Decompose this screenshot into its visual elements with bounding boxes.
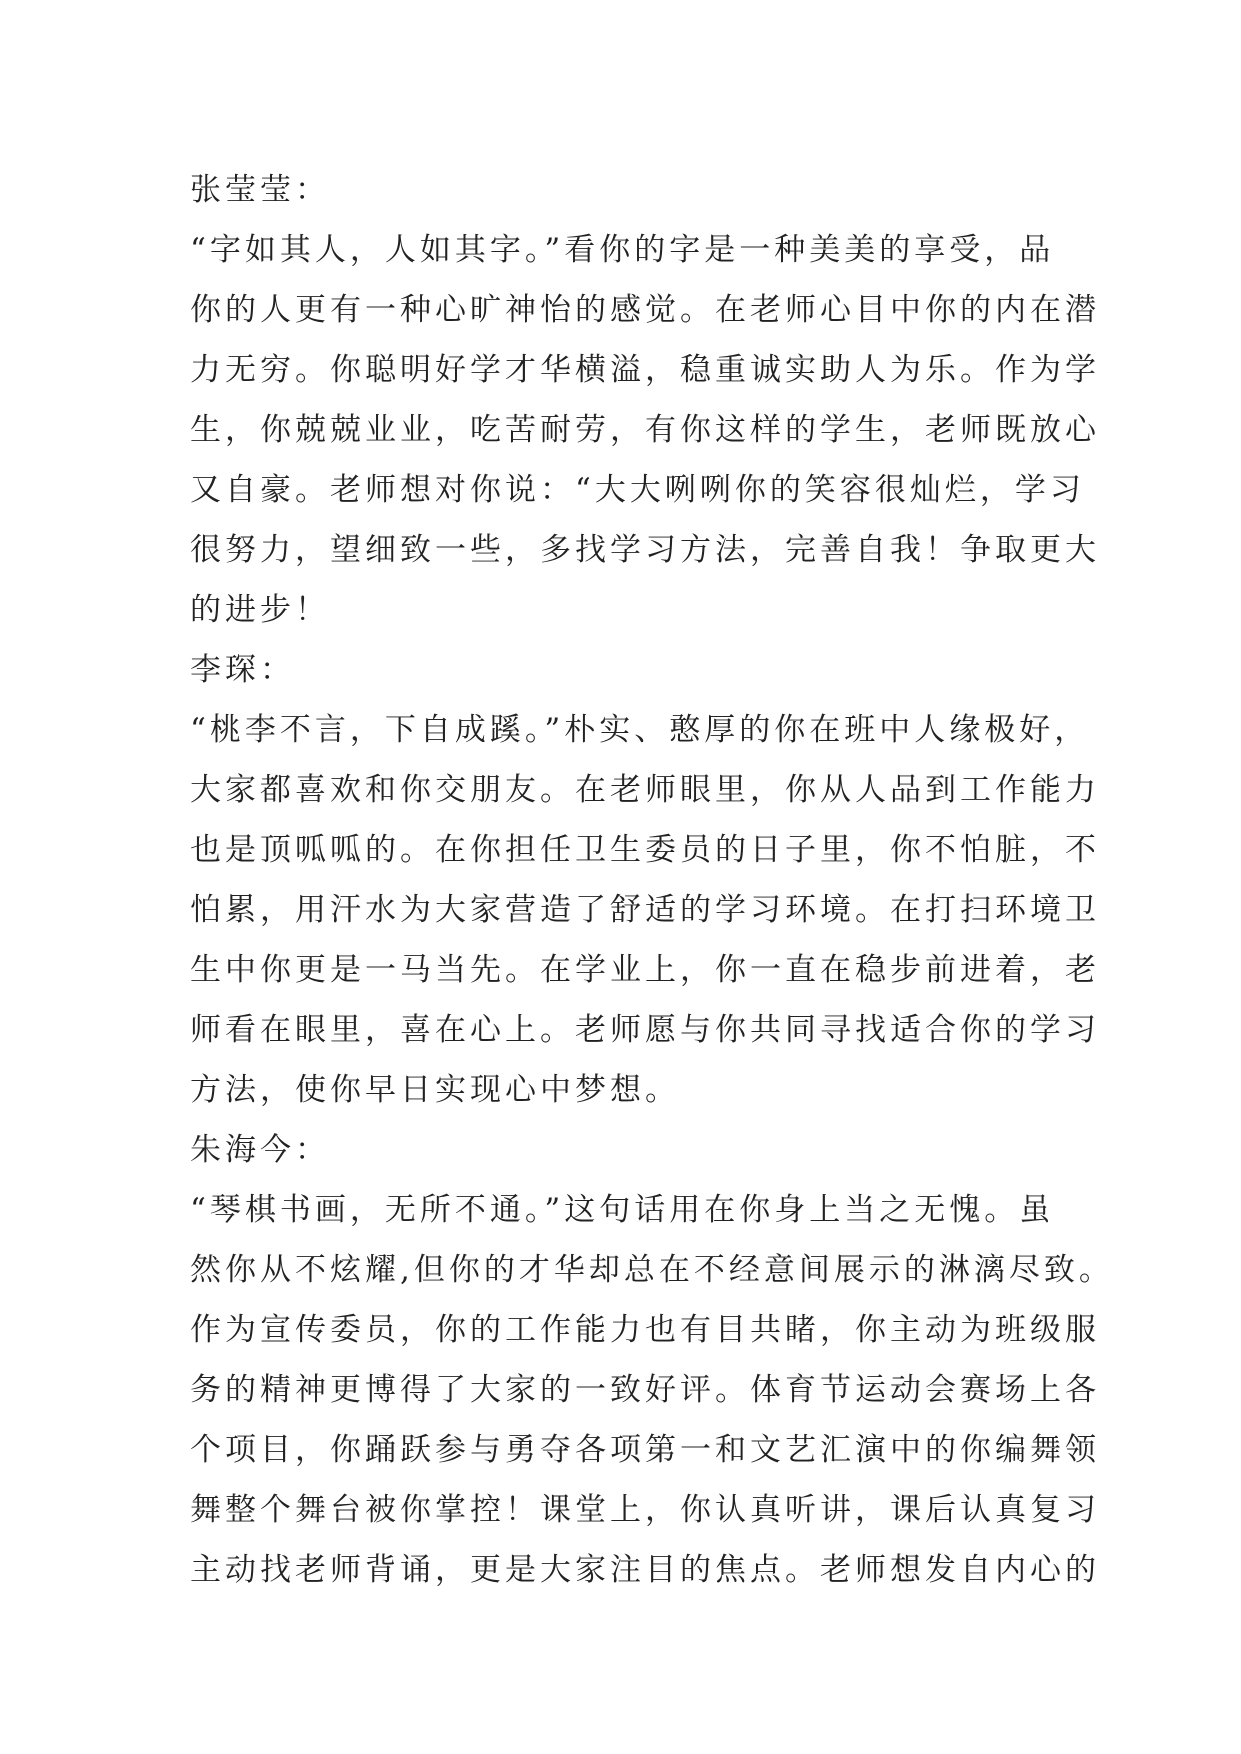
comment-line: 生中你更是一马当先。在学业上，你一直在稳步前进着，老 [190, 952, 1100, 988]
comment-line: 大家都喜欢和你交朋友。在老师眼里，你从人品到工作能力 [190, 772, 1100, 808]
comment-line: 又自豪。老师想对你说：“大大咧咧你的笑容很灿烂，学习 [190, 472, 1085, 508]
comment-line: 怕累，用汗水为大家营造了舒适的学习环境。在打扫环境卫 [190, 892, 1100, 928]
comment-line: 作为宣传委员，你的工作能力也有目共睹，你主动为班级服 [190, 1312, 1100, 1348]
comment-line: 师看在眼里，喜在心上。老师愿与你共同寻找适合你的学习 [190, 1012, 1100, 1048]
comment-line: 也是顶呱呱的。在你担任卫生委员的日子里，你不怕脏，不 [190, 832, 1100, 868]
comment-line: “琴棋书画，无所不通。”这句话用在你身上当之无愧。虽 [190, 1192, 1055, 1228]
comment-line: 主动找老师背诵，更是大家注目的焦点。老师想发自内心的 [190, 1552, 1100, 1588]
comment-line: “字如其人，人如其字。”看你的字是一种美美的享受，品 [190, 232, 1055, 268]
comment-line: 力无穷。你聪明好学才华横溢，稳重诚实助人为乐。作为学 [190, 352, 1100, 388]
comment-line: 很努力，望细致一些，多找学习方法，完善自我！争取更大 [190, 532, 1100, 568]
comment-line: 你的人更有一种心旷神怡的感觉。在老师心目中你的内在潜 [190, 292, 1100, 328]
comment-line: 舞整个舞台被你掌控！课堂上，你认真听讲，课后认真复习 [190, 1492, 1100, 1528]
student-name-heading: 朱海今： [190, 1132, 330, 1168]
comment-line: “桃李不言，下自成蹊。”朴实、憨厚的你在班中人缘极好， [190, 712, 1090, 748]
document-body [190, 160, 1114, 1600]
student-name-heading: 张莹莹： [190, 172, 330, 208]
comment-line: 生，你兢兢业业，吃苦耐劳，有你这样的学生，老师既放心 [190, 412, 1100, 448]
comment-line: 然你从不炫耀,但你的才华却总在不经意间展示的淋漓尽致。 [190, 1252, 1114, 1288]
comment-line: 的进步！ [190, 592, 330, 628]
comment-line: 个项目，你踊跃参与勇夺各项第一和文艺汇演中的你编舞领 [190, 1432, 1100, 1468]
comment-line: 方法，使你早日实现心中梦想。 [190, 1072, 680, 1108]
comment-line: 务的精神更博得了大家的一致好评。体育节运动会赛场上各 [190, 1372, 1100, 1408]
student-name-heading: 李琛： [190, 652, 295, 688]
